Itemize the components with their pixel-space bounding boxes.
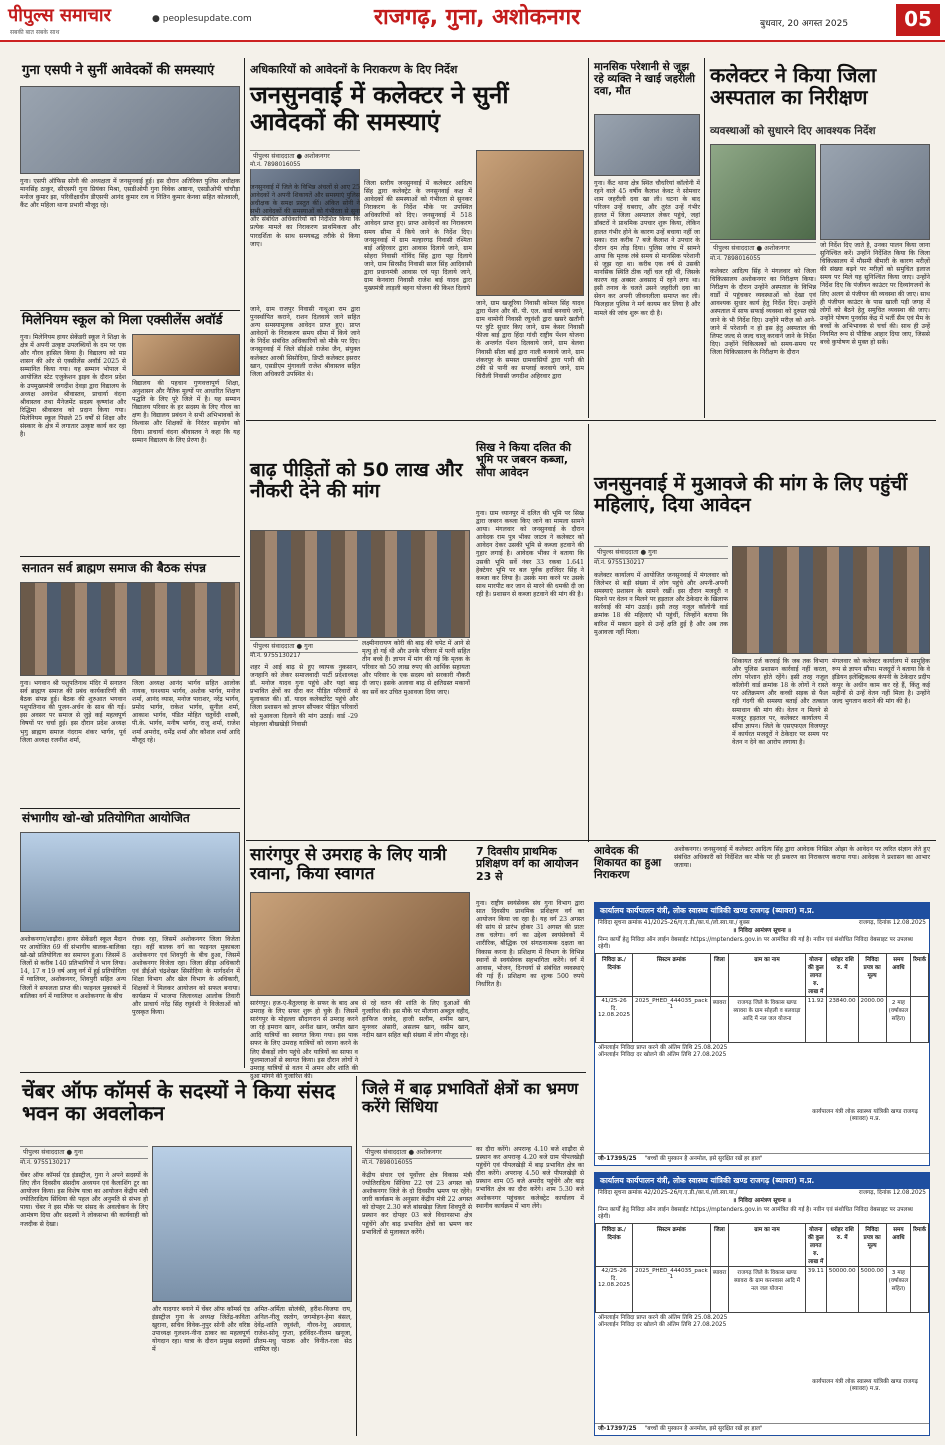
tender1-notice — [594, 902, 930, 1166]
site-text: peoplesupdate.com — [162, 14, 252, 24]
jan-kicker: अधिकारियों को आवेदनों के निराकरण के दिए निर्देश — [250, 63, 458, 76]
tender2-col: निविदा क्र./ दिनांक — [596, 1223, 633, 1266]
tender1-col: जिला — [710, 953, 728, 996]
brahmin-photo — [20, 582, 240, 676]
jan-text-3: जाने, ग्राम खजूरिया निवासी कोमल सिंह यादव द्वारा पेंशन और बी. पी. एल. कार्ड बनवाये जाने, ग्राम थामोनी निवासी रघुवंशी द्वारा खसरे खतौनी पर त्रुटि सुधार किए जाने, ग्राम केसर निवासी फीजा बाई द्वारा हिंदा गांधी राष्ट्रीय पेंशन योजना के अन्तर्गत पेंशन दिलवाये जाने, ग्राम बेलवा निवासी सीता बाई द्वारा नाली बनवाये जाने, ग्राम शंकरपुर के समस्त ग्रामवासियों द्वारा पानी की टंकी से पानी का सप्लाई करवाये जाने, ग्राम चिरौली निवासी जगदीश अहिरवार द्वारा — [476, 300, 584, 380]
sarang-text-1: सारंगपुर। हज-ए-बैतुल्लाह के सफर के बाद अब उमराह के लिए सफर शुरू हो चुके हैं। जिसमें सारंगपुर के मोहल्ला सौदागरान से उमराह करने जा रहे इमरान खान, अनीश खान, जमील खान आदि यात्रियों का स्वागत किया गया। इस पाक सफर के लिए उमराह यात्रियों को रवाना करने के लिए सैकड़ों लोग पहुंचे और यात्रियों का साफा व फूलमालाओं से स्वागत किया। इस दौरान लोगों ने उमराह यात्रियों से वतन में अमन और शांति की दुआ मांगने की गुजारिश की। — [250, 1000, 358, 1080]
hosp-text-1: कलेक्टर आदित्य सिंह ने मंगलवार को जिला चिकित्सालय अशोकनगर का निरीक्षण किया। निरीक्षण के दौरान उन्होंने अस्पताल के विभिन्न वार्डों में पहुंचकर व्यवस्थाओं को देखा एवं आवश्यक सुधार कार्य हेतु निर्देश दिए। उन्होंने अस्पताल में साफ सफाई व्यवस्था को दुरुस्त रखे जाने के भी निर्देश दिए। उन्होंने मरीज़ को आने-जाने में परेशानी न हो इस हेतु अस्पताल की लिफ्ट जल्द से जल्द चालू करवाने जाने के निर्देश दिए। उन्होंने चिकित्सकों को समय-समय पर जिला चिकित्सालय के निरीक्षण के दौरान — [710, 268, 816, 356]
brand-tag: सबकी बात सबके साथ — [10, 29, 60, 36]
millennium-photo — [132, 334, 240, 376]
hosp-sub: व्यवस्थाओं को सुधारने दिए आवश्यक निर्देश — [710, 125, 876, 137]
jan-mob: मो.नं. 7898016055 — [250, 162, 360, 169]
jan-text-2: जिला स्तरीय जनसुनवाई में कलेक्टर आदित्य सिंह द्वारा कलेक्ट्रेट के जनसुनवाई कक्ष में आवेदकों की समस्याओं को गंभीरता से सुनकर निराकरण के निर्देश मौके पर उपस्थित अधिकारियों को दिए। जनसुनवाई में 518 आवेदन प्राप्त हुए। प्राप्त आवेदनों का निराकरण समय सीमा में किये जाने के निर्देश दिए। जनसुनवाई में ग्राम मल्हारगढ़ निवासी रश्मिता बाई अहिरवार द्वारा आवास दिलाये जाने, ग्राम सोहरा निवासी गोविंद सिंह द्वारा पट्टा दिलाये जाने, ग्राम सिरसौद निवासी साल सिंह आदिवासी द्वारा प्रधानमंत्री आवास एवं पट्टा दिलाये जाने, ग्राम केनवारा निवासी राजेश बाई यादव द्वारा मुख्यमंत्री लाड़ली बहना योजना की किश्त दिलाये — [364, 180, 472, 293]
tender1-slogan: "बच्चों की मुस्कान है अनमोल, इसे सुरक्षित रखें हर हाल" — [644, 1155, 763, 1162]
mua-text-1: कलेक्टर कार्यालय में आयोजित जनसुनवाई में मंगलवार को जिलेभर से बड़ी संख्या में लोग पहुंचे और अपनी-अपनी समस्याएं प्रशासन के सामने रखीं। इस दौरान मजदूरी न मिलने पर वेतन न मिलने पर हड़ताल और ठेकेदार के खिलाफ कार्रवाई की मांग उठाई। इसी तरह नजूल कॉलोनी वार्ड क्रमांक 18 की महिलाएं भी पहुंचीं, जिन्होंने बताया कि बारिश में मकान ढहने से उन्हें क्षति हुई है और अब तक मुआवजा नहीं मिला। — [594, 572, 728, 636]
tender2-cell: 3 माह (वर्षाकाल सहित) — [886, 1266, 911, 1312]
tender1-col: सिस्टम क्रमांक — [633, 953, 711, 996]
flood-headline: बाढ़ पीड़ितों को 50 लाख और नौकरी देने की मांग — [250, 459, 463, 503]
chamber-text-3: अमित-अर्मिता सोलंकी, हरीश-विजया राय, अनिल-नीलू रस्तोग, जगमोहन-हेमा बंसल, देवेंद्र-शांति रघुवंशी, गौरव-रेनू अग्रवाल, राजेश-सोनू गुप्ता, हरविंदर-नीलम खनूजा, प्रीतम-मधु पाठक और विनीत-रजा सेठ शामिल रहे। — [254, 1306, 352, 1354]
sarang-photo — [250, 892, 470, 996]
khokho-text-a: अशोकनगर/शाढ़ौरा। हायर सेकेंडरी स्कूल मैदान पर आयोजित 69 वीं संभागीय बालक-बालिका खो-खो प्रतियोगिता का समापन हुआ। जिसमें 8 जिलों से करीब 140 प्रतिभागियों ने भाग लिया। 14, 17 व 19 वर्ष आयु वर्ग में हुई प्रतियोगिता में ग्वालियर, अशोकनगर, शिवपुरी सहित अन्य जिलों ने सफलता प्राप्त की। फाइनल मुकाबले में बालिका वर्ग में ग्वालियर व अशोकनगर के बीच — [20, 936, 126, 1000]
flood-text-2: लक्ष्मीनारायण कोरी की बाढ़ की चपेट में आने से मृत्यु हो गई थी और उनके परिवार में पत्नी सहित तीन बच्चे हैं। ज्ञापन में मांग की गई कि मृतक के परिवार को 50 लाख रुपए की आर्थिक सहायता और परिवार के एक सदस्य को सरकारी नौकरी दी जाए। इसके अलावा बाढ़ से क्षतिग्रस्त मकानों का सर्वे कर उचित मुआवजा दिया जाए। — [362, 640, 470, 696]
tender2-deadline-2: ऑनलाईन निविदा दर खोलने की अंतिम तिथि 27.08.2025 — [598, 1322, 727, 1329]
flood-byline: पीपुल्स संवाददाता ● गुना — [250, 640, 358, 653]
page-number: 05 — [896, 4, 940, 36]
tender2-cell: 42/25-26 दि. 12.08.2025 — [596, 1266, 633, 1312]
mua-byline: पीपुल्स संवाददाता ● गुना — [594, 546, 728, 559]
tender1-sub: ॥ निविदा आमंत्रण सूचना ॥ — [732, 928, 792, 935]
sarang-headline: सारंगपुर से उमराह के लिए यात्री रवाना, किया स्वागत — [250, 845, 447, 885]
table-row — [596, 996, 929, 1042]
tender2-cell: 50000.00 — [826, 1266, 858, 1312]
khokho-photo — [20, 832, 240, 932]
flood-photo — [250, 530, 470, 638]
tender1-ref: निविदा सूचना क्रमांक 41/2025-26/ए.ए.डी./का.यं./लो.स्वा.या./ बुक्स — [598, 920, 750, 926]
tender1-cell: 2000.00 — [858, 996, 886, 1042]
manas-headline: मानसिक परेशानी से जूझ रहे व्यक्ति ने खाई जहरीली दवा, मौत — [594, 61, 696, 97]
millennium-headline: मिलेनियम स्कूल को मिला एक्सीलेंस अवॉर्ड — [22, 313, 223, 328]
region-title: राजगढ़, गुना, अशोकनगर — [374, 5, 581, 30]
tender1-col: योजना की कुल लागत रु. लाख में — [805, 953, 826, 996]
tender1-cell: 41/25-26 दि. 12.08.2025 — [596, 996, 633, 1042]
brahmin-text-b: जिला अध्यक्ष आनंद भार्गव सहित आलोक नायक, घनश्याम भार्गव, अशोक भार्गव, मनोज शर्मा, आनंद व्यास, मनोज पाराशर, नरेंद्र भार्गव, प्रमोद भार्गव, राकेश भार्गव, सुनील शर्मा, आकाश भार्गव, पंडित मोहित चतुर्वेदी शास्त्री, पी.के. भार्गव, मनीष भार्गव, राजू शर्मा, राजेश शर्मा अमरोद, धर्मेंद्र शर्मा और कौशल शर्मा आदि मौजूद रहे। — [132, 680, 240, 744]
tender2-col: धरोहर राशि रु. में — [826, 1223, 858, 1266]
tender2-col: समय अवधि — [886, 1223, 911, 1266]
hosp-mob: मो.नं. 7898016055 — [710, 256, 761, 262]
brand-logo: पीपुल्स समाचार — [8, 5, 111, 26]
tender1-table — [595, 953, 929, 1043]
vyav-text: गुना। राष्ट्रीय स्वयंसेवक संघ गुना विभाग द्वारा सात दिवसीय प्राथमिक प्रशिक्षण वर्ग का आयोजन किया जा रहा है। यह वर्ग 23 अगस्त की सांय से प्रारंभ होकर 31 अगस्त की प्रातः तक चलेगा। वर्ग का उद्देश्य स्वयंसेवकों में शारीरिक, बौद्धिक एवं संगठनात्मक दक्षता का विकास करना है। प्रशिक्षण में विभाग के विभिन्न स्थानों से स्वयंसेवक सहभागिता करेंगे। वर्ग में आवास, भोजन, दिनचर्या से संबंधित व्यवस्थाएं की गई हैं। प्रशिक्षण का शुल्क 500 रुपये निर्धारित है। — [476, 900, 584, 988]
tender2-col: जिला — [710, 1223, 728, 1266]
tender2-cell: 2025_PHED_444035_pack 1 — [633, 1266, 711, 1312]
gunasp-photo — [20, 86, 240, 174]
masthead — [0, 0, 945, 42]
manas-photo — [594, 114, 700, 176]
tender1-cell: 2025_PHED_444035_pack 1 — [633, 996, 711, 1042]
tender2-title: कार्यालय कार्यपालन यंत्री, लोक स्वास्थ्य यांत्रिकी खण्ड राजगढ़ (ब्यावरा) म.प्र. — [595, 1173, 929, 1189]
khokho-text-b: रोचक रहा, जिसमें अशोकनगर जिला विजेता रहा। वहीं बालक वर्ग का फाइनल मुकाबला अशोकनगर एवं शिवपुरी के बीच हुआ, जिसमें अशोकनगर विजेता रहा। जिला क्रीड़ा अधिकारी एवं डीईओ चंद्रशेखर सिसोदिया के मार्गदर्शन में शिक्षा विभाग और खेल विभाग के अधिकारी, शिक्षकों ने मिलकर आयोजन को सफल बनाया। कार्यक्रम में भाजपा जिलाध्यक्ष आलोक तिवारी और प्राचार्य नरेंद्र सिंह रघुवंशी ने विजेताओं को पुरस्कृत किया। — [132, 936, 240, 1016]
tender2-col: निविदा प्रपत्र का मूल्य — [858, 1223, 886, 1266]
tender2-cell: राजगढ़ जिले के विकास खण्ड ब्यावरा के ग्राम करनवास आदि में नल जल योजना — [729, 1266, 806, 1312]
flood-mob: मो.नं. 9755130217 — [250, 653, 301, 659]
scindia-byline: पीपुल्स संवाददाता ● अशोकनगर — [362, 1146, 472, 1159]
vyav-headline: 7 दिवसीय प्राथमिक प्रशिक्षण वर्ग का आयोजन 23 से — [476, 845, 579, 883]
tender1-col: रिमार्क — [911, 953, 929, 996]
hosp-photo-1 — [710, 144, 816, 240]
tender2-cell: 5000.00 — [858, 1266, 886, 1312]
mua-box-headline: आवेदक की शिकायत का हुआ निराकरण — [594, 845, 662, 881]
mua-box-text: अशोकनगर। जनसुनवाई में कलेक्टर आदित्य सिंह द्वारा आवेदक निखिल ओझा के आवेदन पर त्वरित संज्ञान लेते हुए संबंधित अधिकारी को निर्देशित कर मौके पर ही प्रकरण का निराकरण कराया गया। आवेदक ने प्रशासन का आभार जताया। — [674, 846, 930, 870]
tender2-sign: कार्यपालन यंत्री लोक स्वास्थ्य यांत्रिकी खण्ड राजगढ़ (ब्यावरा) म.प्र. — [812, 1379, 918, 1393]
hosp-headline: कलेक्टर ने किया जिला अस्पताल का निरीक्षण — [710, 63, 877, 110]
chamber-text-2: और यादगार बनाने में चेंबर ऑफ कॉमर्स एंड इंडस्ट्रीज गुना के अध्यक्ष जितेंद्र-कविता खुराना, सचिव विवेक-नुपुर सोनी और वरिष्ठ उपाध्यक्ष गुलशन-नीना ठाकर का महत्वपूर्ण योगदान रहा। यात्रा के दौरान प्रमुख सदस्यों में — [152, 1306, 250, 1354]
mua-mob: मो.नं. 9755130217 — [594, 560, 645, 566]
sikh-headline: सिख ने किया दलित की भूमि पर जबरन कब्जा, सौंपा आवेदन — [476, 441, 571, 479]
tender2-cell — [911, 1266, 929, 1312]
tender2-col: सिस्टम क्रमांक — [633, 1223, 711, 1266]
globe-icon: ● — [152, 14, 160, 24]
flood-text-1: शहर में आई बाढ़ से हुए व्यापक नुकसान, जनहानि को लेकर समाजवादी पार्टी प्रदेशाध्यक्ष डॉ. मनोज यादव गुना पहुंचे और यहां बाढ़ प्रभावित क्षेत्रों का दौरा कर पीड़ित परिवारों से मुलाकात की। डॉ. यादव कलेक्टोरेट पहुंचे और जिला प्रशासन को ज्ञापन सौंपकर पीड़ित परिवारों को मुआवजा दिलाने की मांग उठाई। वार्ड -29 मोहल्ला बौखखेड़ी निवासी — [250, 664, 358, 728]
gunasp-text: गुना। एसपी ऑफिस सोनी की अध्यक्षता में जनसुनवाई हुई। इस दौरान अतिरिक्त पुलिस अधीक्षक मानसिंह ठाकुर, सीएसपी गुना प्रियंका मिश्रा, एसडीओपी गुना विवेक अष्ठाना, एसडीओपी चांचौड़ा मनोज कुमार झा, परिवीक्षाधीन डीएसपी आनंद कुमार राय व नितिन कुमार केनवा सहित कोतवाली, कैंट और महिला थाना प्रभारी मौजूद रहे। — [20, 178, 240, 210]
chamber-headline: चेंबर ऑफ कॉमर्स के सदस्यों ने किया संसद भवन का अवलोकन — [22, 1079, 336, 1126]
tender1-cell: 2 माह (वर्षाकाल सहित) — [886, 996, 911, 1042]
brahmin-headline: सनातन सर्व ब्राह्मण समाज की बैठक संपन्न — [22, 561, 206, 575]
tender2-ji: जी-17397/25 — [598, 1425, 637, 1432]
tender2-sub: ॥ निविदा आमंत्रण सूचना ॥ — [732, 1198, 792, 1205]
hosp-photo-2 — [820, 144, 930, 240]
issue-date: बुधवार, 20 अगस्त 2025 — [760, 19, 849, 29]
gunasp-headline: गुना एसपी ने सुनीं आवेदकों की समस्याएं — [22, 63, 215, 78]
jan-text-1: जनसुनवाई में जिले के विभिन्न अंचलों से आए 25 आवेदकों ने अपनी शिकायतें और समस्याएं पुलिस अधीक्षक के समक्ष प्रस्तुत कीं। अंकित सोनी ने सभी आवेदकों की समस्याओं को गंभीरता से सुना और संबंधित अधिकारियों को निर्देशित किया कि प्रत्येक मामले का निराकरण प्राथमिकता और पारदर्शिता के साथ समयबद्ध तरीके से किया जाए। — [250, 184, 360, 248]
tender2-date: राजगढ़, दिनांक 12.08.2025 — [858, 1190, 926, 1196]
tender2-table — [595, 1223, 929, 1313]
tender1-cell: ब्यावरा — [710, 996, 728, 1042]
tender1-cell: 23840.00 — [826, 996, 858, 1042]
tender2-cell: ब्यावरा — [710, 1266, 728, 1312]
tender2-deadline-1: ऑनलाईन निविदा प्राप्त करने की अंतिम तिथि 25.08.2025 — [598, 1314, 728, 1321]
scindia-text-1: केंद्रीय संचार एवं पूर्वोत्तर क्षेत्र विकास मंत्री ज्योतिरादित्य सिंधिया 22 एवं 23 अगस्त को अशोकनगर जिले के दो दिवसीय भ्रमण पर रहेंगे। जारी कार्यक्रम के अनुसार केंद्रीय मंत्री 22 अगस्त को दोपहर 2.30 बजे बांसखेड़ा जिला शिवपुरी से प्रस्थान कर दोपहर 03 बजे विधानसभा क्षेत्र पहुंचेंगे और बाढ़ प्रभावित क्षेत्रों का भ्रमण कर प्रभावितों से मुलाकात करेंगे। — [362, 1172, 472, 1236]
tender2-col: रिमार्क — [911, 1223, 929, 1266]
chamber-photo — [152, 1146, 352, 1302]
tender1-deadline-2: ऑनलाईन निविदा दर खोलने की अंतिम तिथि 27.08.2025 — [598, 1052, 727, 1059]
tender2-slogan: "बच्चों की मुस्कान है अनमोल, इसे सुरक्षित रखें हर हाल" — [644, 1425, 763, 1432]
millennium-text-a: गुना। मिलेनियम हायर सेकेंडरी स्कूल ने शिक्षा के क्षेत्र में अपनी उत्कृष्ट उपलब्धियों के दम पर एक और गौरव हासिल किया है। विद्यालय को मप्र शासन की ओर से एक्सीलेंस अवॉर्ड 2025 से सम्मानित किया गया। यह सम्मान भोपाल में आयोजित स्टेट एजुकेशन ड्राइव के दौरान प्रदेश के उपमुख्यमंत्री जगदीश देवड़ा द्वारा विद्यालय के अध्यक्ष अवधेश श्रीवास्तव, प्राचार्या वंदना श्रीवास्तव तथा मैनेजमेंट सदस्य कृष्णांश और रिद्धिमा श्रीवास्तव को प्रदान किया गया। मिलेनियम स्कूल पिछले 25 वर्षों से शिक्षा और संस्कार के क्षेत्र में लगातार उत्कृष्ट कार्य कर रहा है। — [20, 334, 126, 439]
jan-photo-hall — [476, 150, 584, 296]
tender1-cell — [911, 996, 929, 1042]
scindia-mob: मो.नं. 7898016055 — [362, 1160, 413, 1166]
mua-text-3: मंगलवार को कलेक्टर कार्यालय में सामूहिक रूप से ज्ञापन सौंपा। मजदूरों ने बताया कि वे इंडियन इलेक्ट्रिकल्स कंपनी के ठेकेदार प्रदीप कपूर के अधीन काम कर रहे हैं, किंतु कई महीनों से उन्हें वेतन नहीं मिला है। उन्होंने जल्द भुगतान कराने की मांग की है। — [832, 658, 930, 706]
khokho-headline: संभागीय खो-खो प्रतियोगिता आयोजित — [22, 811, 190, 825]
tender1-note: निम्न कार्यों हेतु निविदा ऑन लाईन वेबसाईट https://mptenders.gov.in पर आमंत्रित की गई है। नवीन एवं संशोधित निविदा वेबसाइट पर उपलब्ध रहेगी। — [598, 936, 913, 951]
jan-byline: पीपुल्स संवाददाता ● अशोकनगर — [250, 150, 360, 163]
jan-text-4: जाने, ग्राम राजपुर निवासी नाथूआ राम द्वारा पुनर्स्थापित कराने, राशन दिलवाये जाने सहित अन्य समस्यामूलक आवेदन प्राप्त हुए। प्राप्त आवेदनों के निराकरण समय सीमा में किये जाने के निर्देश संबंधित अधिकारियों को मौके पर दिए। जनसुनवाई में जिले सीईओ राजेश जैन, संयुक्त कलेक्टर आरबी सिसोदिया, डिप्टी कलेक्टर इसरार खान, एसडीएम मुंगावली राजेश श्रीवास्तव सहित जिला अधिकारी उपस्थित थे। — [250, 306, 360, 378]
mua-headline: जनसुनवाई में मुआवजे की मांग के लिए पहुंचीं महिलाएं, दिया आवेदन — [594, 473, 908, 517]
scindia-text-2: का दौरा करेंगे। अपरान्ह 4.10 बजे शाढ़ौरा से प्रस्थान कर अपरान्ह 4.20 बजे ग्राम पीपलखेड़ी पहुंचेंगे एवं पीपलखेड़ी में बाढ़ प्रभावित क्षेत्र का दौरा करेंगे। अपरान्ह 4.50 बजे पीपलखेड़ी से प्रस्थान शाम 05 बजे अमरोद पहुंचेंगे और बाढ़ प्रभावित क्षेत्र का दौरा करेंगे। शाम 5.30 बजे अशोकनगर पहुंचकर कलेक्ट्रेट कार्यालय में स्थानीय कार्यक्रम में भाग लेंगे। — [476, 1146, 584, 1210]
tender1-ji: जी-17395/25 — [598, 1155, 637, 1162]
tender1-col: निविदा क्र./ दिनांक — [596, 953, 633, 996]
tender1-col: ग्राम का नाम — [729, 953, 806, 996]
tender1-deadline-1: ऑनलाईन निविदा प्राप्त करने की अंतिम तिथि 25.08.2025 — [598, 1044, 728, 1051]
chamber-mob: मो.नं. 9755130217 — [20, 1160, 71, 1166]
tender2-col: ग्राम का नाम — [729, 1223, 806, 1266]
tender1-col: धरोहर राशि रु. में — [826, 953, 858, 996]
tender1-title: कार्यालय कार्यपालन यंत्री, लोक स्वास्थ्य यांत्रिकी खण्ड राजगढ़ (ब्यावरा) म.प्र. — [595, 903, 929, 919]
site-url — [152, 14, 252, 24]
manas-text: गुना। कैंट थाना क्षेत्र स्थित चौधरियां कॉलोनी में रहने वाले 45 वर्षीय कैलाश केवट ने सोमवार शाम जहरीली दवा खा ली। घटना के बाद परिजन उन्हें घबराए, और तुरंत उन्हें गंभीर हालत में जिला अस्पताल लेकर पहुंचे, जहां डॉक्टरों ने प्राथमिक उपचार शुरू किया, लेकिन हालत गंभीर होने के कारण उन्हें बचाया नहीं जा सका। रात करीब 7 बजे कैलाश ने उपचार के दौरान दम तोड़ दिया। पुलिस जांच में सामने आया कि मृतक लंबे समय से मानसिक परेशानी से जूझ रहा था। करीब एक वर्ष से उसकी मानसिक स्थिति ठीक नहीं चल रही थी, जिसके कारण वह अक्सर अवसाद में रहने लगा था। इसी तनाव के चलते उसने जहरीली दवा का सेवन कर अपनी जीवनलीला समाप्त कर ली। फिलहाल पुलिस ने मर्ग कायम कर लिया है और मामले की जांच शुरू कर दी है। — [594, 180, 700, 317]
tender2-note: निम्न कार्यों हेतु निविदा ऑन लाईन वेबसाईट https://mptenders.gov.in पर आमंत्रित की गई है। नवीन एवं संशोधित निविदा वेबसाइट पर उपलब्ध रहेगी। — [598, 1206, 913, 1221]
tender1-cell: 11.92 — [805, 996, 826, 1042]
tender2-notice — [594, 1172, 930, 1436]
chamber-byline: पीपुल्स संवाददाता ● गुना — [20, 1146, 148, 1159]
sikh-text: गुना। ग्राम ध्यानपुर में दलित की भूमि पर सिख द्वारा जबरन कब्जा किए जाने का मामला सामने आया। मंगलवार को जनसुनवाई के दौरान आवेदक राम पुत्र भीका जाटव ने कलेक्टर को आवेदन देकर उसकी भूमि से कब्जा हटवाने की गुहार लगाई है। आवेदक भीका ने बताया कि उसकी भूमि सर्वे नंबर 33 रकबा 1.641 हेक्टेयर भूमि पर बल पूर्वक हरजिंदर सिंह ने कब्जा कर लिया है। उसके मना करने पर उसके साथ मारपीट कर जान से मारने की धमकी दी जा रही है। प्रशासन से कब्जा हटवाने की मांग की है। — [476, 510, 584, 598]
tender1-col: समय अवधि — [886, 953, 911, 996]
tender1-sign: कार्यपालन यंत्री लोक स्वास्थ्य यांत्रिकी खण्ड राजगढ़ (ब्यावरा) म.प्र. — [812, 1109, 918, 1123]
mua-photo — [732, 546, 930, 654]
hosp-text-2: जो निर्देश दिए जाते है, उनका पालन किया जाना सुनिश्चित करें। उन्होंने निर्देशित किया कि जिला चिकित्सालय में मौसमी बीमारी के कारण मरीज़ों की संख्या बढ़ने पर मरीज़ों को समुचित इलाज समय पर मिले यह सुनिश्चित किया जाए। उन्होंने निर्देश दिए कि पंजीयन काउंटर पर दिव्यांगजनों के लिए अलग से पंजीयन की व्यवस्था की जाए। साथ ही पंजीयन काउंटर के पास खाली पड़ी जगह में लोगों को बैठने हेतु समुचित व्यवस्था की जाए। उन्होंने पोषण पुनर्वास केंद्र में भर्ती सैम एवं मैम के बच्चों के अभिभावक से चर्चा की। साथ ही उन्हें नियमित रूप से पौष्टिक आहार दिया जाए, जिससे बच्चे कुपोषण से मुक्त हो सकें। — [820, 242, 930, 347]
tender2-col: योजना की कुल लागत रु. लाख में — [805, 1223, 826, 1266]
hosp-byline: पीपुल्स संवाददाता ● अशोकनगर — [710, 242, 816, 255]
tender1-cell: राजगढ़ जिले के विकास खण्ड ब्यावरा के ग्राम सोहली व बलवाड़ा आदि में नल जल योजना — [729, 996, 806, 1042]
tender1-col: निविदा प्रपत्र का मूल्य — [858, 953, 886, 996]
mua-text-2: शिकायत दर्ज करवाई कि जब तक विभाग और पुलिस प्रशासन कार्रवाई नहीं करता, लोग परेशान होते रहेंगे। इसी तरह नजूल कॉलोनी वार्ड क्रमांक 18 के लोगों ने रास्ते पर अतिक्रमण और कच्ची सड़क से फैल रही गंदगी की समस्या बताई और तत्काल समाधान की मांग की। वेतन न मिलने से मजदूर हड़ताल पर, कलेक्टर कार्यालय में सौंपा ज्ञापन। जिले के एसएफएल विजयपुर में कार्यरत मजदूरों ने ठेकेदार पर समय पर वेतन न देने का आरोप लगाया है। — [732, 658, 828, 746]
chamber-text-1: चेंबर ऑफ कॉमर्स एंड इंडस्ट्रीज, गुना ने अपने सदस्यों के लिए तीन दिवसीय संसदीय अध्ययन एवं कैलाशिंग टूर का आयोजन किया। इस विशेष यात्रा का आयोजन केंद्रीय मंत्री ज्योतिरादित्य सिंधिया की पहल और अनुमति से संभव हो पाया। चेंबर ने इस मौके पर संसद के अवलोकन के लिए आमंत्रण दिया और सदस्यों ने लोकसभा की कार्यवाही को नजदीक से देखा। — [20, 1172, 148, 1228]
millennium-text-b: विद्यालय की पहचान गुणवत्तापूर्ण शिक्षा, अनुशासन और नैतिक मूल्यों पर आधारित शिक्षण पद्धति के लिए पूरे जिले में है। यह सम्मान विद्यालय परिवार के हर सदस्य के लिए गौरव का क्षण है। विद्यालय प्रबंधन ने सभी अभिभावकों के विश्वास और शिक्षकों के निरंतर सहयोग को दिया। प्राचार्या वंदना श्रीवास्तव ने कहा कि यह सम्मान विद्यालय के लिए प्रेरणा है। — [132, 380, 240, 444]
tender2-cell: 39.11 — [805, 1266, 826, 1312]
jan-headline: जनसुनवाई में कलेक्टर ने सुनीं आवेदकों की समस्याएं — [250, 81, 509, 136]
tender2-ref: निविदा सूचना क्रमांक 42/2025-26/ए.ए.डी./का.यं./लो.स्वा.या./ — [598, 1190, 738, 1196]
scindia-headline: जिले में बाढ़ प्रभावितों क्षेत्रों का भ्रमण करेंगे सिंधिया — [362, 1079, 579, 1116]
table-row — [596, 1266, 929, 1312]
sarang-text-2: से रहे वतन की शांति के लिए दुआओं की गुजारिश की। इस मौके पर मौलाना अब्दुल वहीद, हाफिज जावेद, हाजी सलीम, शमीम खान, मुनव्वर अंसारी, असलम खान, वसीम खान, नदीम खान सहित बड़ी संख्या में लोग मौजूद रहे। — [362, 1000, 470, 1040]
tender1-date: राजगढ़, दिनांक 12.08.2025 — [858, 920, 926, 926]
brahmin-text-a: गुना। भगवान श्री पशुपतिनाथ मंदिर में सनातन सर्व ब्राह्मण समाज की प्रबंध कार्यकारिणी की बैठक संपन्न हुई। बैठक की शुरुआत भगवान पशुपतिनाथ की पूजन-अर्चन के साथ की गई। इस अवसर पर समाज से जुड़े कई महत्वपूर्ण विषयों पर चर्चा हुई। इस दौरान प्रदेश अध्यक्ष भृगु ब्राह्मण समाज नंदराम शंकर भार्गव, पूर्व जिला अध्यक्ष रजनीश शर्मा, — [20, 680, 126, 744]
